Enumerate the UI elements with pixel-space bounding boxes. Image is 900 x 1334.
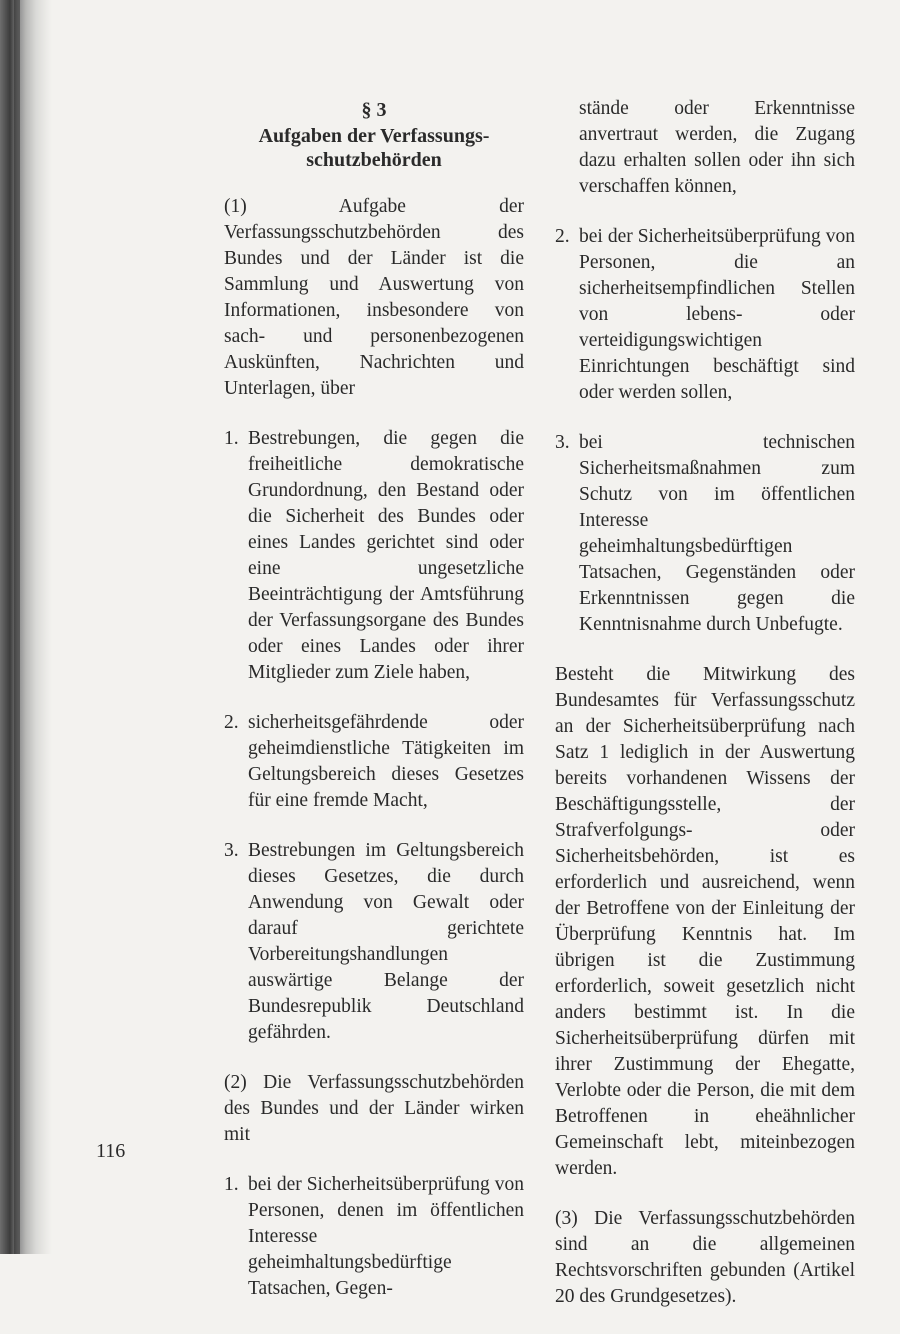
list-text: bei der Sicherheitsüberprüfung von Personen, die an sicherheitsempfindlichen Stellen von lebens- oder verteidigungswichtigen Einrichtungen beschäftigt sind oder werden sollen, [579,226,855,403]
book-spine-shadow [0,0,52,1254]
list-item-2-1-continued [555,96,855,200]
list-text: Bestrebungen, die gegen die freiheitliche demokratische Grundordnung, den Bestand oder die Sicherheit des Bundes oder eines Landes gerichtet sind oder eine ungesetzliche Beeinträchtigung der Amtsführung der Verfassungsorgane des Bundes oder eines Landes oder ihrer Mitglieder zum Ziele haben, [248,428,524,683]
section-title-line1: Aufgaben der Verfassungs- [258,125,490,147]
left-column [224,98,524,1326]
list-text: Bestrebungen im Geltungsbereich dieses Gesetzes, die durch Anwendung von Gewalt oder darauf gerichtete Vorbereitungshandlungen auswärtige Belange der Bundesrepublik Deutschland gefährden. [248,840,524,1043]
paragraph-besteht: Besteht die Mitwirkung des Bundesamtes für Verfassungsschutz an der Sicherheitsüberprüfung nach Satz 1 lediglich in der Auswertung bereits vorhandenen Wissens der Beschäftigungsstelle, der Strafverfolgungs- oder Sicherheitsbehörden, ist es erforderlich und ausreichend, wenn der Betroffene von der Einleitung der Überprüfung Kenntnis hat. Im übrigen ist die Zustimmung erforderlich, soweit gesetzlich nicht anders bestimmt ist. In die Sicherheitsüberprüfung dürfen mit ihrer Zustimmung der Ehegatte, Verlobte oder die Person, die mit dem Betroffenen in eheähnlicher Gemeinschaft lebt, miteinbezogen werden. [555,664,855,1179]
list-item-2-3 [555,430,855,638]
list-item-1-1 [224,426,524,686]
section-title [224,124,524,172]
list-item-1-3 [224,838,524,1046]
page-number: 116 [96,1140,126,1162]
list-number: 1. [224,428,239,449]
list-text: stände oder Erkenntnisse anvertraut werden, die Zugang dazu erhalten sollen oder ihn sich verschaffen können, [579,98,855,197]
list-item-2-2 [555,224,855,406]
list-text: bei der Sicherheitsüberprüfung von Personen, denen im öffentlichen Interesse geheimhaltungsbedürftige Tatsachen, Gegen- [248,1174,524,1299]
list-number: 2. [555,226,570,247]
list-number: 1. [224,1174,239,1195]
list-text: bei technischen Sicherheitsmaßnahmen zum Schutz von im öffentlichen Interesse geheimhaltungsbedürftigen Tatsachen, Gegenständen oder Erkenntnissen gegen die Kenntnisnahme durch Unbefugte. [579,432,855,635]
list-item-1-2 [224,710,524,814]
paragraph-2: (2) Die Verfassungsschutzbehörden des Bundes und der Länder wirken mit [224,1072,524,1145]
paragraph-3: (3) Die Verfassungsschutzbehörden sind an die allgemeinen Rechtsvorschriften gebunden (Artikel 20 des Grundgesetzes). [555,1208,855,1307]
section-number: § 3 [361,99,387,121]
right-column [555,96,855,1334]
list-item-2-1 [224,1172,524,1302]
list-number: 3. [555,432,570,453]
section-title-line2: schutzbehörden [306,149,442,171]
list-number: 3. [224,840,239,861]
list-number: 2. [224,712,239,733]
paragraph-1: (1) Aufgabe der Verfassungsschutzbehörden des Bundes und der Länder ist die Sammlung und Auswertung von Informationen, insbesondere von sach- und personenbezogenen Auskünften, Nachrichten und Unterlagen, über [224,196,524,399]
list-text: sicherheitsgefährdende oder geheimdienstliche Tätigkeiten im Geltungsbereich dieses Gesetzes für eine fremde Macht, [248,712,524,811]
